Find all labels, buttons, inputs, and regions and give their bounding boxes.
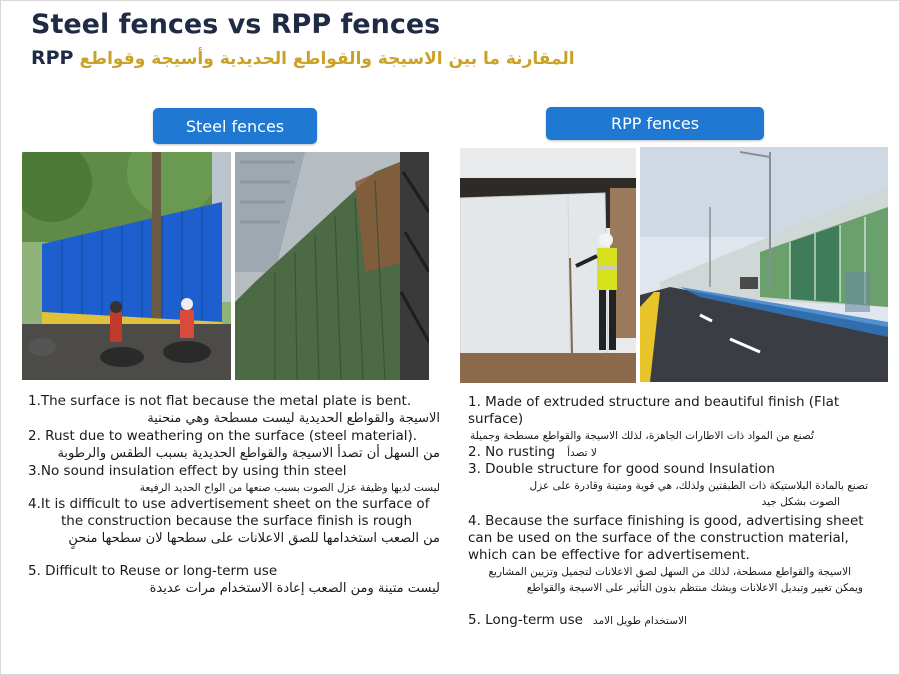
steel-points: [28, 393, 448, 598]
steel-point-2-ar: من السهل أن تصدأ الاسيجة والقواطع الحديدية بسبب الطقس والرطوبة: [57, 446, 440, 461]
steel-point-4-ar: من الصعب استخدامها للصق الاعلانات على سطحها لان سطحها منحنٍ: [68, 531, 440, 546]
rpp-point-4-en-c: which can be effective for advertisement.: [468, 547, 750, 563]
steel-point-4-en-a: 4.It is difficult to use advertisement sheet on the surface of: [28, 496, 430, 512]
steel-point-1-ar: الاسيجة والقواطع الحديدية ليست مسطحة وهي منحنية: [147, 411, 440, 426]
rpp-point-3-ar-b: الصوت بشكل جيد: [761, 496, 840, 508]
rpp-point-4-en-a: 4. Because the surface finishing is good, advertising sheet: [468, 513, 864, 529]
rpp-road-photo: [640, 147, 888, 382]
page-subtitle: [31, 47, 575, 69]
steel-point-3-ar: ليست لديها وظيفة عزل الصوت بسبب صنعها من الواح الحديد الرفيعة: [139, 482, 440, 494]
steel-point-2-en: 2. Rust due to weathering on the surface (steel material).: [28, 428, 418, 444]
rpp-point-3-en: 3. Double structure for good sound Insulation: [468, 461, 775, 477]
steel-point-1-en: 1.The surface is not flat because the metal plate is bent.: [28, 393, 412, 409]
rpp-point-5: [468, 612, 878, 629]
rpp-point-1-ar: تُصنع من المواد ذات الاطارات الجاهزة، لذلك الاسيجة والقواطع مسطحة وجميلة: [470, 430, 814, 442]
rpp-point-3-ar-a: تصنع بالمادة البلاستيكة ذات الطبقتين ولذلك، هي قوية ومتينة وقادرة على عزل: [529, 480, 868, 492]
subtitle-prefix: RPP: [31, 47, 74, 69]
rpp-point-4-ar-b: ويمكن تغيير وتبديل الاعلانات وبشك منتظم بدون التأثير على الاسيجة والقواطع: [526, 582, 863, 594]
steel-street-photo: [22, 152, 231, 380]
rpp-points: [468, 394, 878, 629]
steel-closeup-photo: [235, 152, 429, 380]
subtitle-arabic: المقارنة ما بين الاسيجة والقواطع الحديدية وأسيجة وقواطع: [79, 49, 575, 69]
rpp-point-2: [468, 444, 878, 461]
rpp-point-1-en-a: 1. Made of extruded structure and beautiful finish (Flat: [468, 394, 840, 410]
rpp-point-5-ar: الاستخدام طويل الامد: [592, 615, 687, 627]
rpp-point-4-en-b: can be used on the surface of the construction material,: [468, 530, 849, 546]
steel-point-5-ar: ليست متينة ومن الصعب إعادة الاستخدام مرات عديدة: [149, 581, 440, 596]
steel-point-3-en: 3.No sound insulation effect by using thin steel: [28, 463, 347, 479]
rpp-fences-label: RPP fences: [546, 107, 764, 140]
steel-fences-label: Steel fences: [153, 108, 317, 144]
rpp-point-4-ar-a: الاسيجة والقواطع مسطحة، لذلك من السهل لصق الاعلانات لتجميل وتزيين المشاريع: [488, 566, 851, 578]
rpp-worker-photo: [460, 148, 636, 383]
page-title: Steel fences vs RPP fences: [31, 9, 441, 40]
rpp-point-5-en: 5. Long-term use: [468, 612, 583, 628]
rpp-point-2-ar: لا تصدأ: [567, 447, 597, 459]
rpp-point-2-en: 2. No rusting: [468, 444, 556, 460]
steel-point-5-en: 5. Difficult to Reuse or long-term use: [28, 563, 278, 579]
rpp-point-1-en-b: surface): [468, 411, 524, 427]
steel-point-4-en-b: the construction because the surface finish is rough: [61, 513, 413, 529]
